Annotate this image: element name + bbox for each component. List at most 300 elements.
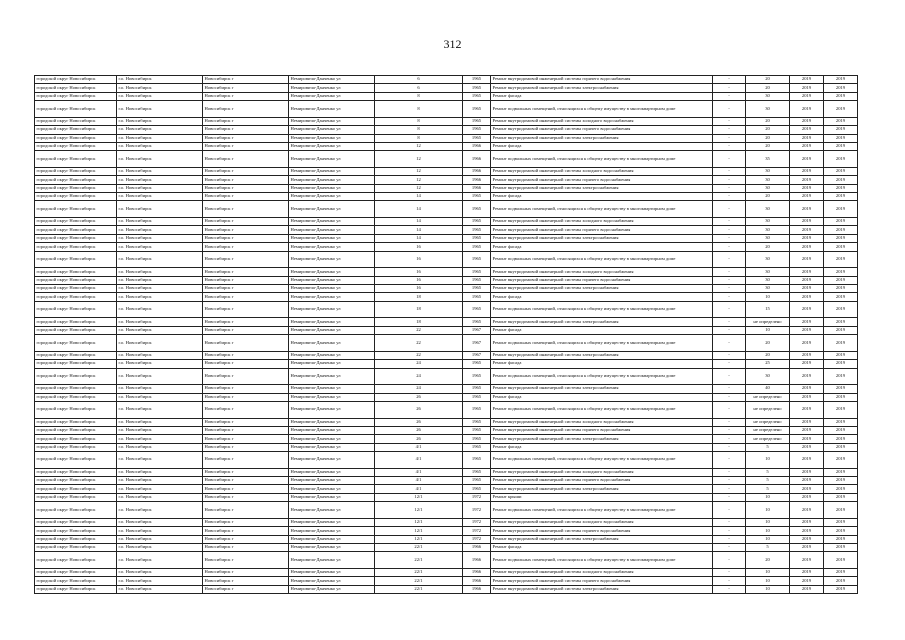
amount-cell: 5 bbox=[746, 485, 790, 493]
street-cell: Немировича-Данченко ул bbox=[289, 335, 375, 352]
house-number-cell: 6 bbox=[375, 76, 463, 84]
settlement-cell: Новосибирск г bbox=[203, 251, 289, 268]
municipality-cell: городской округ Новосибирск bbox=[35, 443, 117, 451]
plan-year-cell: 2019 bbox=[790, 502, 824, 519]
street-cell: Немировича-Данченко ул bbox=[289, 76, 375, 84]
plan-year-cell: 2019 bbox=[790, 568, 824, 576]
street-cell: Немировича-Данченко ул bbox=[289, 142, 375, 150]
table-row bbox=[35, 502, 858, 519]
dash-cell-cell: - bbox=[713, 193, 746, 201]
municipality-cell: городской округ Новосибирск bbox=[35, 335, 117, 352]
amount-cell: не определено bbox=[746, 393, 790, 401]
settlement-cell: Новосибирск г bbox=[203, 435, 289, 443]
plan-year-cell: 2019 bbox=[790, 426, 824, 434]
city-district-cell: г.о. Новосибирск bbox=[117, 151, 203, 168]
city-district-cell: г.о. Новосибирск bbox=[117, 335, 203, 352]
settlement-cell: Новосибирск г bbox=[203, 468, 289, 476]
plan-year-cell: 2019 bbox=[790, 585, 824, 593]
amount-cell: 30 bbox=[746, 251, 790, 268]
end-year-cell: 2019 bbox=[824, 318, 858, 326]
work-type-cell: Ремонт подвальных помещений, относящихся к общему имуществу в многоквартирном доме bbox=[491, 151, 713, 168]
settlement-cell: Новосибирск г bbox=[203, 126, 289, 134]
house-number-cell: 16 bbox=[375, 276, 463, 284]
dash-cell-cell: - bbox=[713, 577, 746, 585]
amount-cell: 20 bbox=[746, 243, 790, 251]
dash-cell-cell: - bbox=[713, 326, 746, 334]
dash-cell-cell: - bbox=[713, 134, 746, 142]
plan-year-cell: 2019 bbox=[790, 468, 824, 476]
plan-year-cell: 2019 bbox=[790, 101, 824, 118]
dash-cell-cell: - bbox=[713, 544, 746, 552]
city-district-cell: г.о. Новосибирск bbox=[117, 201, 203, 218]
table-row bbox=[35, 151, 858, 168]
municipality-cell: городской округ Новосибирск bbox=[35, 326, 117, 334]
municipality-cell: городской округ Новосибирск bbox=[35, 142, 117, 150]
amount-cell: 40 bbox=[746, 385, 790, 393]
build-year-cell: 1965 bbox=[463, 485, 491, 493]
table-row bbox=[35, 351, 858, 359]
work-type-cell: Ремонт подвальных помещений, относящихся к общему имуществу в многоквартирном доме bbox=[491, 101, 713, 118]
house-number-cell: 14 bbox=[375, 193, 463, 201]
city-district-cell: г.о. Новосибирск bbox=[117, 167, 203, 175]
municipality-cell: городской округ Новосибирск bbox=[35, 218, 117, 226]
work-type-cell: Ремонт внутридомовой инженерной системы холодного водоснабжения bbox=[491, 268, 713, 276]
table-row bbox=[35, 418, 858, 426]
municipality-cell: городской округ Новосибирск bbox=[35, 234, 117, 242]
end-year-cell: 2019 bbox=[824, 485, 858, 493]
municipality-cell: городской округ Новосибирск bbox=[35, 426, 117, 434]
municipality-cell: городской округ Новосибирск bbox=[35, 176, 117, 184]
end-year-cell: 2019 bbox=[824, 326, 858, 334]
build-year-cell: 1972 bbox=[463, 535, 491, 543]
house-number-cell: 22/1 bbox=[375, 585, 463, 593]
municipality-cell: городской округ Новосибирск bbox=[35, 518, 117, 526]
work-type-cell: Ремонт подвальных помещений, относящихся к общему имуществу в многоквартирном доме bbox=[491, 251, 713, 268]
city-district-cell: г.о. Новосибирск bbox=[117, 101, 203, 118]
settlement-cell: Новосибирск г bbox=[203, 167, 289, 175]
dash-cell-cell: - bbox=[713, 167, 746, 175]
end-year-cell: 2019 bbox=[824, 142, 858, 150]
amount-cell: не определено bbox=[746, 435, 790, 443]
dash-cell-cell: - bbox=[713, 268, 746, 276]
build-year-cell: 1965 bbox=[463, 201, 491, 218]
table-row bbox=[35, 477, 858, 485]
municipality-cell: городской округ Новосибирск bbox=[35, 493, 117, 501]
plan-year-cell: 2019 bbox=[790, 360, 824, 368]
house-number-cell: 26 bbox=[375, 435, 463, 443]
table-row bbox=[35, 301, 858, 318]
municipality-cell: городской округ Новосибирск bbox=[35, 527, 117, 535]
street-cell: Немировича-Данченко ул bbox=[289, 293, 375, 301]
amount-cell: 20 bbox=[746, 142, 790, 150]
municipality-cell: городской округ Новосибирск bbox=[35, 117, 117, 125]
build-year-cell: 1965 bbox=[463, 435, 491, 443]
municipality-cell: городской округ Новосибирск bbox=[35, 268, 117, 276]
dash-cell-cell: - bbox=[713, 351, 746, 359]
work-type-cell: Ремонт внутридомовой инженерной системы горячего водоснабжения bbox=[491, 577, 713, 585]
table-row bbox=[35, 426, 858, 434]
street-cell: Немировича-Данченко ул bbox=[289, 226, 375, 234]
street-cell: Немировича-Данченко ул bbox=[289, 518, 375, 526]
end-year-cell: 2019 bbox=[824, 468, 858, 476]
work-type-cell: Ремонт внутридомовой инженерной системы горячего водоснабжения bbox=[491, 276, 713, 284]
settlement-cell: Новосибирск г bbox=[203, 243, 289, 251]
plan-year-cell: 2019 bbox=[790, 326, 824, 334]
house-number-cell: 8 bbox=[375, 126, 463, 134]
plan-year-cell: 2019 bbox=[790, 301, 824, 318]
build-year-cell: 1965 bbox=[463, 218, 491, 226]
settlement-cell: Новосибирск г bbox=[203, 552, 289, 569]
build-year-cell: 1965 bbox=[463, 101, 491, 118]
amount-cell: 30 bbox=[746, 184, 790, 192]
amount-cell: 20 bbox=[746, 351, 790, 359]
end-year-cell: 2019 bbox=[824, 527, 858, 535]
plan-year-cell: 2019 bbox=[790, 544, 824, 552]
build-year-cell: 1966 bbox=[463, 142, 491, 150]
municipality-cell: городской округ Новосибирск bbox=[35, 84, 117, 92]
settlement-cell: Новосибирск г bbox=[203, 234, 289, 242]
street-cell: Немировича-Данченко ул bbox=[289, 301, 375, 318]
build-year-cell: 1966 bbox=[463, 184, 491, 192]
settlement-cell: Новосибирск г bbox=[203, 585, 289, 593]
table-row bbox=[35, 101, 858, 118]
amount-cell: 10 bbox=[746, 527, 790, 535]
street-cell: Немировича-Данченко ул bbox=[289, 535, 375, 543]
plan-year-cell: 2019 bbox=[790, 251, 824, 268]
municipality-cell: городской округ Новосибирск bbox=[35, 393, 117, 401]
amount-cell: 10 bbox=[746, 326, 790, 334]
dash-cell-cell: - bbox=[713, 360, 746, 368]
work-type-cell: Ремонт внутридомовой инженерной системы холодного водоснабжения bbox=[491, 167, 713, 175]
end-year-cell: 2019 bbox=[824, 493, 858, 501]
settlement-cell: Новосибирск г bbox=[203, 293, 289, 301]
city-district-cell: г.о. Новосибирск bbox=[117, 385, 203, 393]
municipality-cell: городской округ Новосибирск bbox=[35, 167, 117, 175]
build-year-cell: 1967 bbox=[463, 351, 491, 359]
settlement-cell: Новосибирск г bbox=[203, 184, 289, 192]
house-number-cell: 4/1 bbox=[375, 468, 463, 476]
settlement-cell: Новосибирск г bbox=[203, 477, 289, 485]
house-number-cell: 14 bbox=[375, 201, 463, 218]
municipality-cell: городской округ Новосибирск bbox=[35, 368, 117, 385]
end-year-cell: 2019 bbox=[824, 393, 858, 401]
table-row bbox=[35, 326, 858, 334]
end-year-cell: 2019 bbox=[824, 176, 858, 184]
work-type-cell: Ремонт внутридомовой инженерной системы горячего водоснабжения bbox=[491, 126, 713, 134]
work-type-cell: Ремонт внутридомовой инженерной системы холодного водоснабжения bbox=[491, 568, 713, 576]
table-row bbox=[35, 92, 858, 100]
dash-cell-cell: - bbox=[713, 117, 746, 125]
amount-cell: 25 bbox=[746, 360, 790, 368]
city-district-cell: г.о. Новосибирск bbox=[117, 301, 203, 318]
end-year-cell: 2019 bbox=[824, 92, 858, 100]
settlement-cell: Новосибирск г bbox=[203, 176, 289, 184]
street-cell: Немировича-Данченко ул bbox=[289, 201, 375, 218]
plan-year-cell: 2019 bbox=[790, 234, 824, 242]
work-type-cell: Ремонт подвальных помещений, относящихся к общему имуществу в многоквартирном доме bbox=[491, 502, 713, 519]
dash-cell-cell: - bbox=[713, 502, 746, 519]
table-row bbox=[35, 167, 858, 175]
build-year-cell: 1965 bbox=[463, 418, 491, 426]
plan-year-cell: 2019 bbox=[790, 518, 824, 526]
build-year-cell: 1965 bbox=[463, 251, 491, 268]
amount-cell: 10 bbox=[746, 502, 790, 519]
work-type-cell: Ремонт внутридомовой инженерной системы электроснабжения bbox=[491, 234, 713, 242]
plan-year-cell: 2019 bbox=[790, 151, 824, 168]
amount-cell: 10 bbox=[746, 493, 790, 501]
dash-cell-cell: - bbox=[713, 285, 746, 293]
amount-cell: 10 bbox=[746, 585, 790, 593]
build-year-cell: 1965 bbox=[463, 76, 491, 84]
house-number-cell: 24 bbox=[375, 385, 463, 393]
build-year-cell: 1965 bbox=[463, 293, 491, 301]
settlement-cell: Новосибирск г bbox=[203, 268, 289, 276]
settlement-cell: Новосибирск г bbox=[203, 443, 289, 451]
dash-cell-cell: - bbox=[713, 452, 746, 469]
amount-cell: 30 bbox=[746, 92, 790, 100]
house-number-cell: 12 bbox=[375, 142, 463, 150]
house-number-cell: 14 bbox=[375, 226, 463, 234]
table-row bbox=[35, 201, 858, 218]
dash-cell-cell: - bbox=[713, 401, 746, 418]
amount-cell: 20 bbox=[746, 335, 790, 352]
house-number-cell: 22 bbox=[375, 335, 463, 352]
city-district-cell: г.о. Новосибирск bbox=[117, 285, 203, 293]
build-year-cell: 1966 bbox=[463, 585, 491, 593]
end-year-cell: 2019 bbox=[824, 535, 858, 543]
amount-cell: не определено bbox=[746, 418, 790, 426]
settlement-cell: Новосибирск г bbox=[203, 335, 289, 352]
dash-cell-cell: - bbox=[713, 243, 746, 251]
work-type-cell: Ремонт крыши bbox=[491, 493, 713, 501]
house-number-cell: 22/1 bbox=[375, 544, 463, 552]
build-year-cell: 1965 bbox=[463, 452, 491, 469]
house-number-cell: 18 bbox=[375, 301, 463, 318]
work-type-cell: Ремонт внутридомовой инженерной системы холодного водоснабжения bbox=[491, 218, 713, 226]
build-year-cell: 1965 bbox=[463, 368, 491, 385]
house-number-cell: 12/1 bbox=[375, 493, 463, 501]
amount-cell: не определено bbox=[746, 318, 790, 326]
house-number-cell: 6 bbox=[375, 84, 463, 92]
plan-year-cell: 2019 bbox=[790, 167, 824, 175]
house-number-cell: 12/1 bbox=[375, 535, 463, 543]
street-cell: Немировича-Данченко ул bbox=[289, 318, 375, 326]
street-cell: Немировича-Данченко ул bbox=[289, 167, 375, 175]
register-body bbox=[35, 76, 858, 594]
street-cell: Немировича-Данченко ул bbox=[289, 443, 375, 451]
work-type-cell: Ремонт фасада bbox=[491, 443, 713, 451]
plan-year-cell: 2019 bbox=[790, 126, 824, 134]
table-row bbox=[35, 452, 858, 469]
house-number-cell: 8 bbox=[375, 117, 463, 125]
build-year-cell: 1965 bbox=[463, 92, 491, 100]
table-row bbox=[35, 585, 858, 593]
end-year-cell: 2019 bbox=[824, 234, 858, 242]
municipality-cell: городской округ Новосибирск bbox=[35, 201, 117, 218]
work-type-cell: Ремонт внутридомовой инженерной системы электроснабжения bbox=[491, 435, 713, 443]
dash-cell-cell: - bbox=[713, 234, 746, 242]
table-row bbox=[35, 142, 858, 150]
table-row bbox=[35, 117, 858, 125]
settlement-cell: Новосибирск г bbox=[203, 226, 289, 234]
street-cell: Немировича-Данченко ул bbox=[289, 360, 375, 368]
work-type-cell: Ремонт фасада bbox=[491, 243, 713, 251]
end-year-cell: 2019 bbox=[824, 84, 858, 92]
table-row bbox=[35, 493, 858, 501]
street-cell: Немировича-Данченко ул bbox=[289, 401, 375, 418]
amount-cell: 30 bbox=[746, 368, 790, 385]
house-number-cell: 18 bbox=[375, 293, 463, 301]
end-year-cell: 2019 bbox=[824, 134, 858, 142]
house-number-cell: 4/1 bbox=[375, 452, 463, 469]
municipality-cell: городской округ Новосибирск bbox=[35, 418, 117, 426]
table-row bbox=[35, 218, 858, 226]
build-year-cell: 1965 bbox=[463, 443, 491, 451]
municipality-cell: городской округ Новосибирск bbox=[35, 585, 117, 593]
dash-cell-cell: - bbox=[713, 527, 746, 535]
work-type-cell: Ремонт фасада bbox=[491, 393, 713, 401]
house-number-cell: 16 bbox=[375, 251, 463, 268]
city-district-cell: г.о. Новосибирск bbox=[117, 218, 203, 226]
street-cell: Немировича-Данченко ул bbox=[289, 326, 375, 334]
build-year-cell: 1967 bbox=[463, 326, 491, 334]
city-district-cell: г.о. Новосибирск bbox=[117, 326, 203, 334]
amount-cell: 10 bbox=[746, 452, 790, 469]
house-number-cell: 14 bbox=[375, 234, 463, 242]
city-district-cell: г.о. Новосибирск bbox=[117, 418, 203, 426]
build-year-cell: 1965 bbox=[463, 193, 491, 201]
amount-cell: 20 bbox=[746, 193, 790, 201]
end-year-cell: 2019 bbox=[824, 544, 858, 552]
settlement-cell: Новосибирск г bbox=[203, 84, 289, 92]
amount-cell: 20 bbox=[746, 84, 790, 92]
street-cell: Немировича-Данченко ул bbox=[289, 368, 375, 385]
dash-cell-cell: - bbox=[713, 485, 746, 493]
work-type-cell: Ремонт подвальных помещений, относящихся к общему имуществу в многоквартирном доме bbox=[491, 201, 713, 218]
build-year-cell: 1965 bbox=[463, 243, 491, 251]
end-year-cell: 2019 bbox=[824, 577, 858, 585]
municipality-cell: городской округ Новосибирск bbox=[35, 552, 117, 569]
build-year-cell: 1965 bbox=[463, 360, 491, 368]
table-row bbox=[35, 568, 858, 576]
municipality-cell: городской округ Новосибирск bbox=[35, 568, 117, 576]
build-year-cell: 1965 bbox=[463, 385, 491, 393]
settlement-cell: Новосибирск г bbox=[203, 568, 289, 576]
city-district-cell: г.о. Новосибирск bbox=[117, 443, 203, 451]
dash-cell-cell: - bbox=[713, 368, 746, 385]
amount-cell: 20 bbox=[746, 117, 790, 125]
amount-cell: 5 bbox=[746, 443, 790, 451]
street-cell: Немировича-Данченко ул bbox=[289, 251, 375, 268]
work-type-cell: Ремонт фасада bbox=[491, 326, 713, 334]
dash-cell-cell: - bbox=[713, 101, 746, 118]
municipality-cell: городской округ Новосибирск bbox=[35, 485, 117, 493]
settlement-cell: Новосибирск г bbox=[203, 285, 289, 293]
street-cell: Немировича-Данченко ул bbox=[289, 544, 375, 552]
city-district-cell: г.о. Новосибирск bbox=[117, 126, 203, 134]
work-type-cell: Ремонт внутридомовой инженерной системы горячего водоснабжения bbox=[491, 527, 713, 535]
city-district-cell: г.о. Новосибирск bbox=[117, 435, 203, 443]
street-cell: Немировича-Данченко ул bbox=[289, 435, 375, 443]
house-number-cell: 26 bbox=[375, 393, 463, 401]
table-row bbox=[35, 443, 858, 451]
house-number-cell: 4/1 bbox=[375, 477, 463, 485]
plan-year-cell: 2019 bbox=[790, 117, 824, 125]
work-type-cell: Ремонт внутридомовой инженерной системы электроснабжения bbox=[491, 585, 713, 593]
settlement-cell: Новосибирск г bbox=[203, 360, 289, 368]
table-row bbox=[35, 193, 858, 201]
settlement-cell: Новосибирск г bbox=[203, 393, 289, 401]
build-year-cell: 1966 bbox=[463, 552, 491, 569]
plan-year-cell: 2019 bbox=[790, 335, 824, 352]
city-district-cell: г.о. Новосибирск bbox=[117, 276, 203, 284]
municipality-cell: городской округ Новосибирск bbox=[35, 385, 117, 393]
dash-cell-cell: - bbox=[713, 418, 746, 426]
plan-year-cell: 2019 bbox=[790, 276, 824, 284]
settlement-cell: Новосибирск г bbox=[203, 318, 289, 326]
work-type-cell: Ремонт внутридомовой инженерной системы электроснабжения bbox=[491, 184, 713, 192]
plan-year-cell: 2019 bbox=[790, 452, 824, 469]
municipality-cell: городской округ Новосибирск bbox=[35, 276, 117, 284]
house-number-cell: 8 bbox=[375, 101, 463, 118]
work-type-cell: Ремонт фасада bbox=[491, 544, 713, 552]
work-type-cell: Ремонт фасада bbox=[491, 360, 713, 368]
street-cell: Немировича-Данченко ул bbox=[289, 101, 375, 118]
city-district-cell: г.о. Новосибирск bbox=[117, 426, 203, 434]
plan-year-cell: 2019 bbox=[790, 493, 824, 501]
house-number-cell: 16 bbox=[375, 243, 463, 251]
dash-cell-cell: - bbox=[713, 585, 746, 593]
street-cell: Немировича-Данченко ул bbox=[289, 218, 375, 226]
dash-cell-cell: - bbox=[713, 201, 746, 218]
end-year-cell: 2019 bbox=[824, 101, 858, 118]
street-cell: Немировича-Данченко ул bbox=[289, 84, 375, 92]
street-cell: Немировича-Данченко ул bbox=[289, 285, 375, 293]
municipality-cell: городской округ Новосибирск bbox=[35, 544, 117, 552]
plan-year-cell: 2019 bbox=[790, 176, 824, 184]
city-district-cell: г.о. Новосибирск bbox=[117, 76, 203, 84]
municipality-cell: городской округ Новосибирск bbox=[35, 151, 117, 168]
work-type-cell: Ремонт внутридомовой инженерной системы электроснабжения bbox=[491, 351, 713, 359]
settlement-cell: Новосибирск г bbox=[203, 577, 289, 585]
table-row bbox=[35, 268, 858, 276]
city-district-cell: г.о. Новосибирск bbox=[117, 452, 203, 469]
plan-year-cell: 2019 bbox=[790, 134, 824, 142]
dash-cell-cell: - bbox=[713, 142, 746, 150]
dash-cell-cell: - bbox=[713, 301, 746, 318]
street-cell: Немировича-Данченко ул bbox=[289, 151, 375, 168]
build-year-cell: 1965 bbox=[463, 268, 491, 276]
street-cell: Немировича-Данченко ул bbox=[289, 477, 375, 485]
work-type-cell: Ремонт подвальных помещений, относящихся к общему имуществу в многоквартирном доме bbox=[491, 368, 713, 385]
plan-year-cell: 2019 bbox=[790, 243, 824, 251]
house-number-cell: 26 bbox=[375, 401, 463, 418]
city-district-cell: г.о. Новосибирск bbox=[117, 568, 203, 576]
table-row bbox=[35, 134, 858, 142]
work-type-cell: Ремонт внутридомовой инженерной системы электроснабжения bbox=[491, 84, 713, 92]
settlement-cell: Новосибирск г bbox=[203, 301, 289, 318]
dash-cell-cell: - bbox=[713, 76, 746, 84]
amount-cell: 5 bbox=[746, 477, 790, 485]
house-number-cell: 18 bbox=[375, 318, 463, 326]
dash-cell-cell: - bbox=[713, 176, 746, 184]
house-number-cell: 26 bbox=[375, 426, 463, 434]
dash-cell-cell: - bbox=[713, 435, 746, 443]
dash-cell-cell: - bbox=[713, 318, 746, 326]
city-district-cell: г.о. Новосибирск bbox=[117, 401, 203, 418]
table-row bbox=[35, 552, 858, 569]
dash-cell-cell: - bbox=[713, 518, 746, 526]
